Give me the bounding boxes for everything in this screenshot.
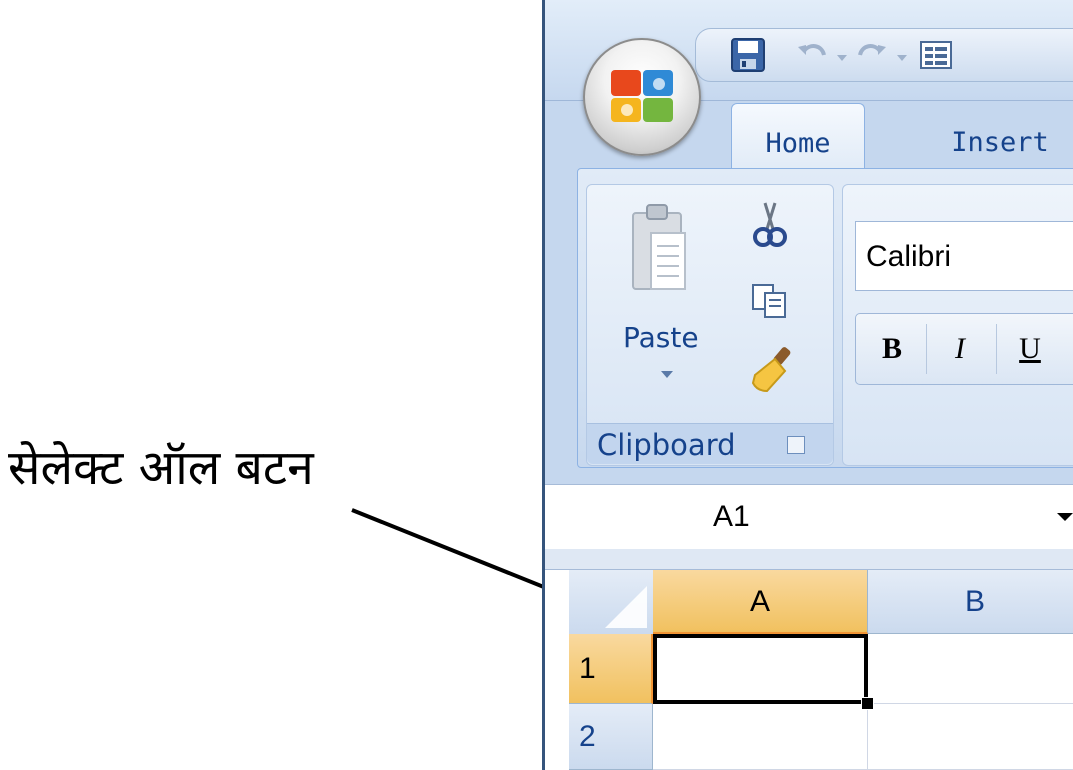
- undo-icon[interactable]: [794, 37, 830, 73]
- form-icon[interactable]: [918, 37, 954, 73]
- worksheet-grid: [545, 570, 1073, 770]
- formula-bar-divider: [545, 549, 1073, 570]
- cell-b2[interactable]: [868, 704, 1073, 770]
- name-box[interactable]: [545, 484, 1073, 550]
- font-group: [842, 184, 1073, 466]
- select-all-button[interactable]: [569, 570, 654, 635]
- redo-icon[interactable]: [854, 37, 890, 73]
- dialog-launcher-icon[interactable]: [787, 436, 805, 454]
- format-separator: [996, 324, 997, 374]
- paste-dropdown-icon[interactable]: [661, 371, 673, 378]
- clipboard-group-caption: [587, 423, 833, 464]
- paste-button[interactable]: Paste: [623, 321, 699, 354]
- quick-access-toolbar: [695, 28, 1073, 82]
- underline-button[interactable]: U: [1019, 332, 1041, 365]
- office-button[interactable]: [583, 38, 701, 156]
- fill-handle[interactable]: [861, 697, 874, 710]
- format-painter-icon[interactable]: [749, 345, 795, 395]
- row-header-2[interactable]: 2: [569, 704, 653, 770]
- name-box-value: A1: [713, 500, 750, 533]
- ribbon: [577, 168, 1073, 468]
- column-header-b[interactable]: B: [868, 570, 1073, 634]
- redo-dropdown-icon[interactable]: [896, 53, 908, 63]
- name-box-dropdown-icon[interactable]: [1057, 513, 1073, 521]
- cut-icon[interactable]: [751, 201, 789, 249]
- save-icon[interactable]: [730, 37, 766, 73]
- tab-home[interactable]: Home: [731, 103, 865, 170]
- row-header-1[interactable]: 1: [569, 634, 653, 704]
- select-all-triangle-icon: [605, 586, 647, 628]
- italic-button[interactable]: I: [955, 332, 965, 365]
- paste-icon[interactable]: [629, 203, 689, 299]
- format-separator: [926, 324, 927, 374]
- cell-a2[interactable]: [653, 704, 868, 770]
- font-format-bar: [855, 313, 1073, 385]
- bold-button[interactable]: B: [881, 332, 902, 365]
- annotation-label: सेलेक्ट ऑल बटन: [8, 440, 314, 496]
- excel-window: [542, 0, 1073, 770]
- clipboard-label: Clipboard: [597, 428, 736, 462]
- copy-icon[interactable]: [749, 281, 789, 321]
- cell-a1-active[interactable]: [653, 634, 868, 704]
- office-logo-icon: [607, 66, 677, 126]
- cell-b1[interactable]: [868, 634, 1073, 704]
- tab-insert[interactable]: Insert: [951, 127, 1049, 158]
- column-header-a[interactable]: A: [653, 570, 868, 634]
- clipboard-group: [586, 184, 834, 466]
- font-name-input[interactable]: Calibri: [855, 221, 1073, 291]
- undo-dropdown-icon[interactable]: [836, 53, 848, 63]
